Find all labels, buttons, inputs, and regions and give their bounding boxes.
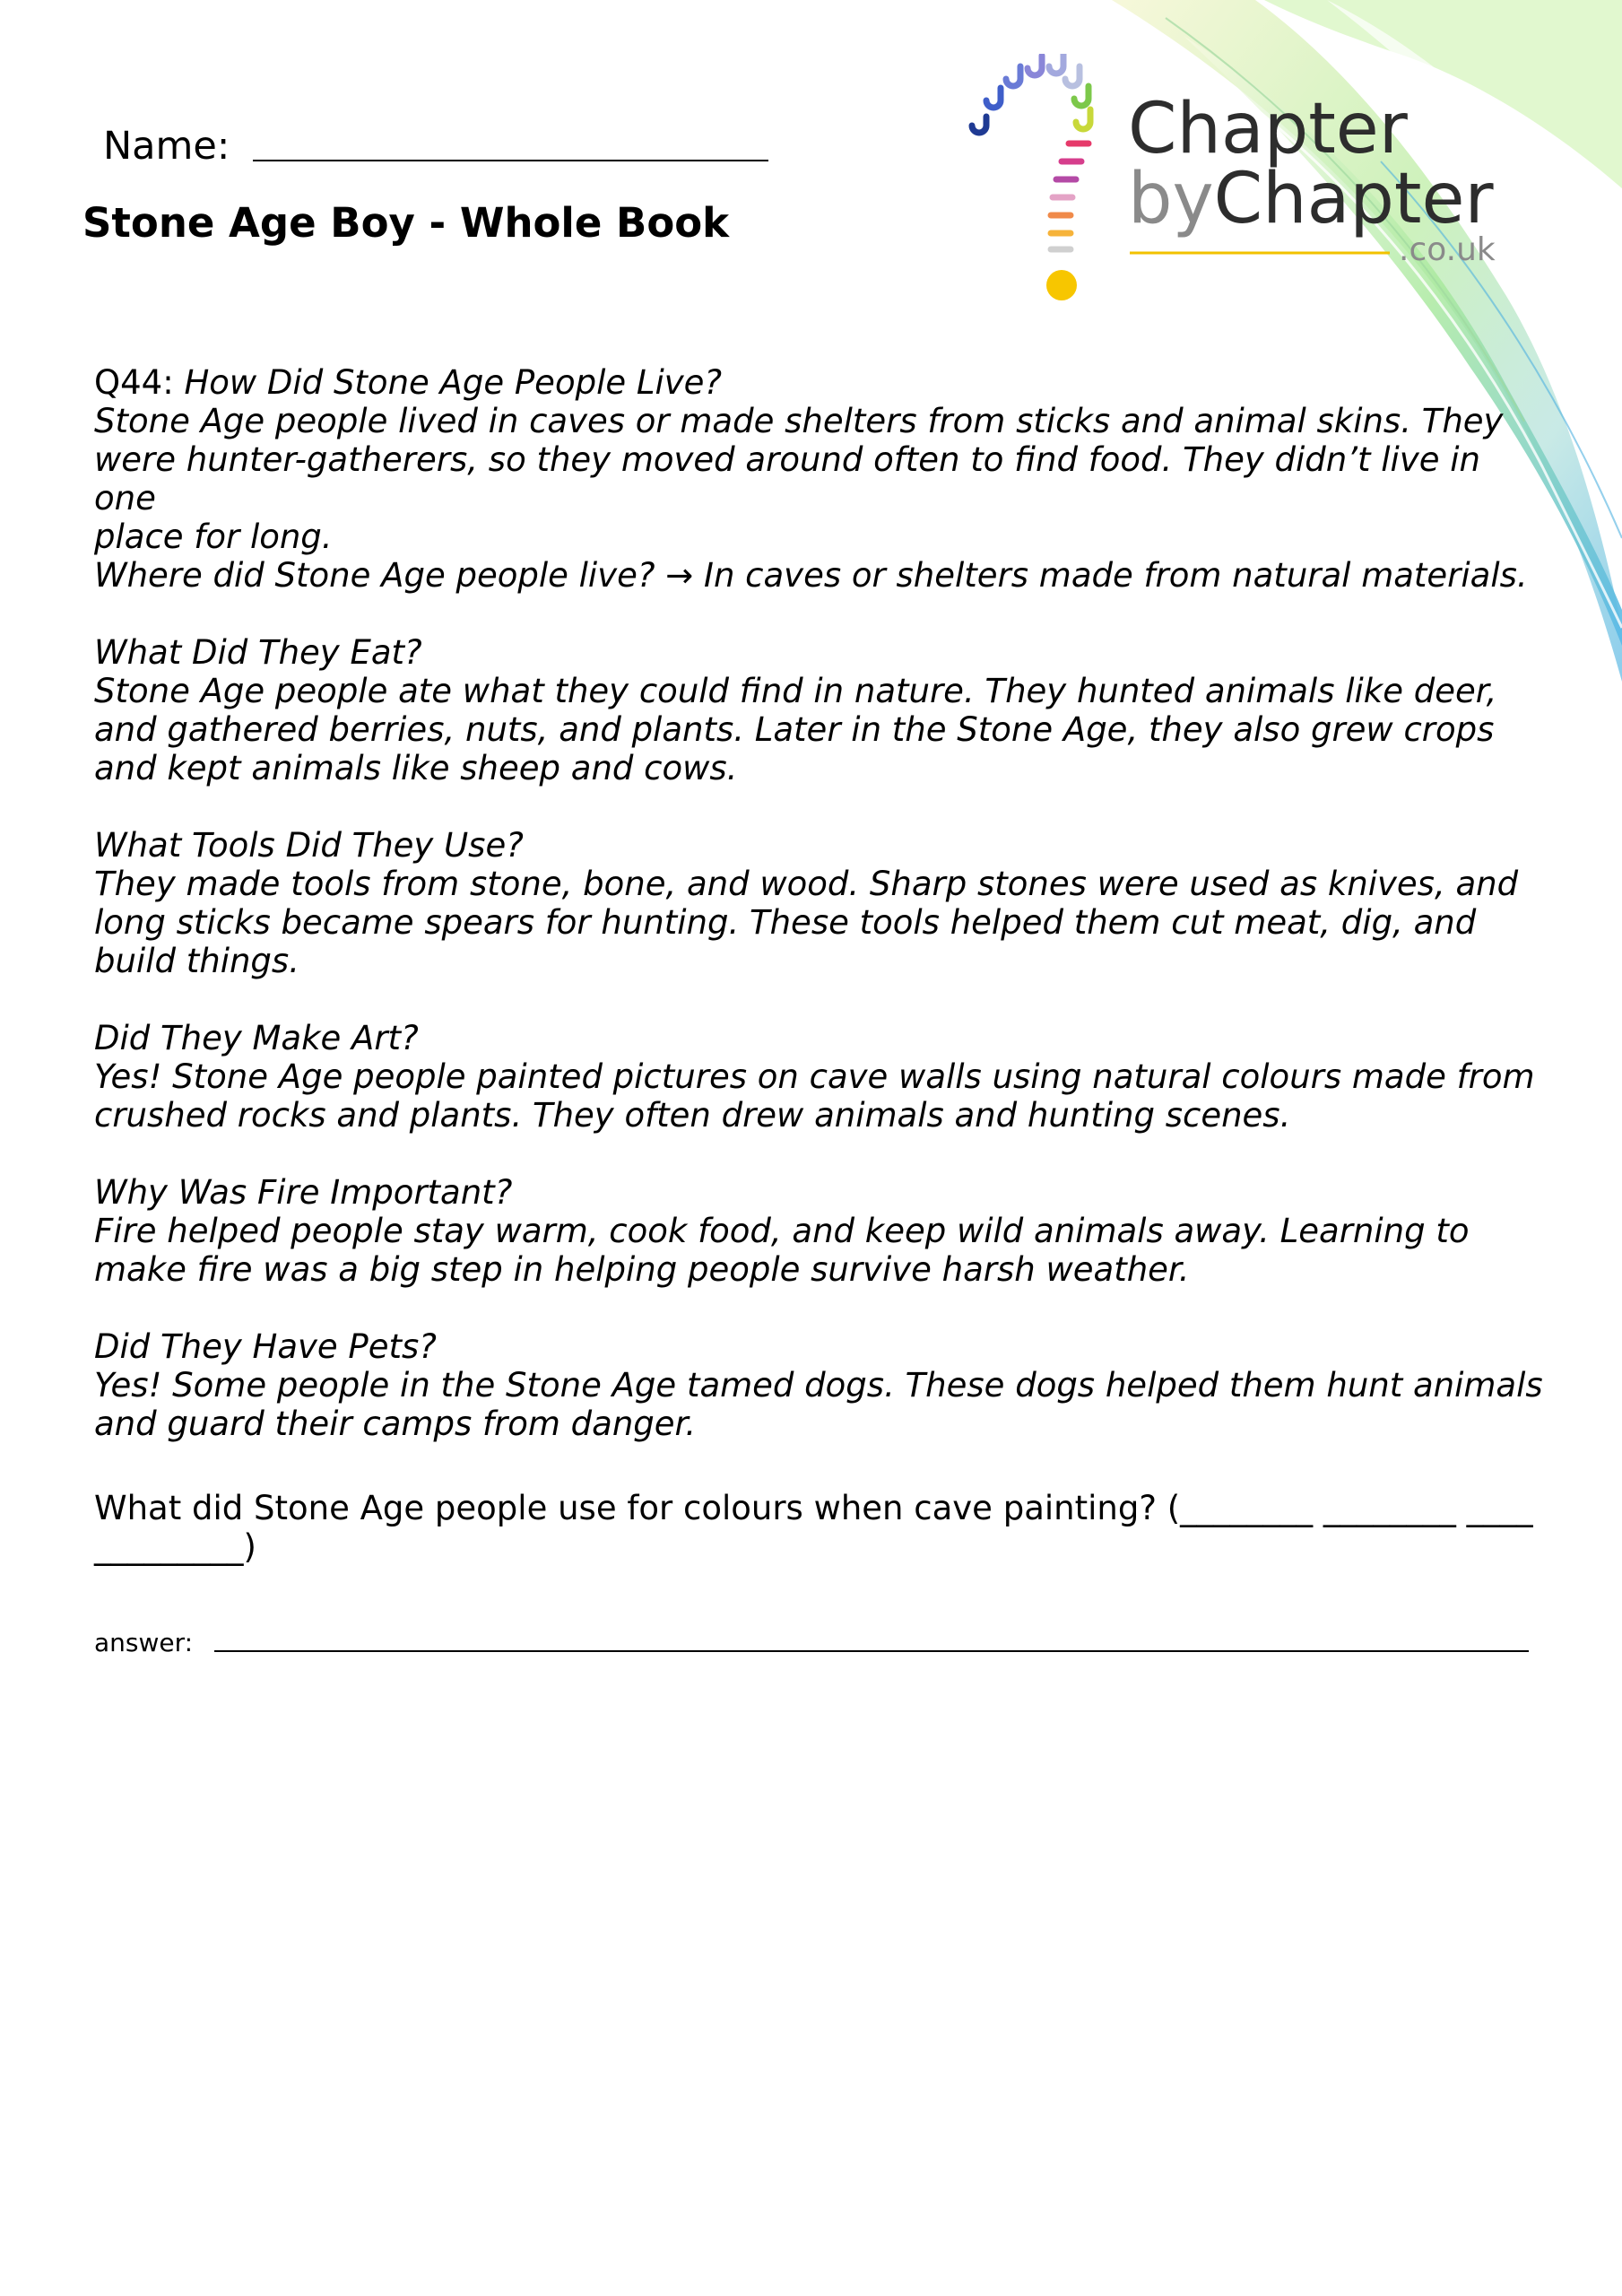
- logo-chapter2-text: Chapter: [1213, 159, 1494, 239]
- section-make-art: [94, 1019, 1547, 1135]
- section-have-pets: [94, 1327, 1547, 1443]
- name-blank[interactable]: [253, 159, 768, 161]
- text-line: Where did Stone Age people live? → In caves or shelters made from natural materials.: [94, 556, 1528, 595]
- section-heading: Did They Have Pets?: [94, 1327, 437, 1366]
- chapter-by-chapter-logo: [968, 54, 1542, 314]
- text-line: Stone Age people ate what they could find in nature. They hunted animals like deer,: [94, 672, 1497, 710]
- text-line: They made tools from stone, bone, and wood. Sharp stones were used as knives, and: [94, 865, 1519, 903]
- worksheet-question: [94, 1489, 1547, 1566]
- text-line: Stone Age people lived in caves or made shelters from sticks and animal skins. They: [94, 402, 1504, 440]
- text-line: long sticks became spears for hunting. These tools helped them cut meat, dig, and: [94, 903, 1477, 942]
- text-line: build things.: [94, 942, 299, 980]
- text-line: Fire helped people stay warm, cook food, and keep wild animals away. Learning to: [94, 1212, 1470, 1250]
- text-line: make fire was a big step in helping people survive harsh weather.: [94, 1250, 1190, 1289]
- logo-domain-text: .co.uk: [1399, 231, 1496, 268]
- logo-dot-icon: [1046, 270, 1077, 300]
- page-title: Stone Age Boy - Whole Book: [82, 199, 730, 247]
- question-line: What did Stone Age people use for colours when cave painting? (________ ________ ____: [94, 1489, 1533, 1527]
- text-line: were hunter-gatherers, so they moved around often to find food. They didn’t live in one: [94, 440, 1480, 517]
- svg-text:byChapter: [1128, 159, 1494, 239]
- question-line: _________): [94, 1527, 256, 1566]
- book-question-mark-icon: [972, 54, 1090, 249]
- section-fire-important: [94, 1173, 1547, 1289]
- section-heading: Q44: How Did Stone Age People Live?: [94, 363, 723, 402]
- text-line: and gathered berries, nuts, and plants. Later in the Stone Age, they also grew crops: [94, 710, 1495, 749]
- logo-by-text: by: [1128, 159, 1214, 239]
- section-how-did-they-live: [94, 363, 1547, 595]
- section-heading: What Did They Eat?: [94, 633, 422, 672]
- section-heading: What Tools Did They Use?: [94, 826, 524, 865]
- section-what-tools: [94, 826, 1547, 980]
- section-heading: Did They Make Art?: [94, 1019, 419, 1057]
- answer-label: answer:: [94, 1628, 194, 1657]
- answer-row: [94, 1628, 1529, 1657]
- reading-passage: [94, 363, 1547, 1482]
- name-label: Name:: [103, 124, 230, 169]
- section-what-did-they-eat: [94, 633, 1547, 787]
- text-line: crushed rocks and plants. They often drew animals and hunting scenes.: [94, 1096, 1291, 1135]
- logo-chapter-text: Chapter: [1128, 89, 1408, 170]
- question-number: Q44:: [94, 363, 185, 402]
- text-line: place for long.: [94, 517, 333, 556]
- text-line: and kept animals like sheep and cows.: [94, 749, 738, 787]
- name-row: [103, 115, 768, 169]
- answer-blank[interactable]: [214, 1649, 1529, 1652]
- text-line: and guard their camps from danger.: [94, 1405, 697, 1443]
- text-line: Yes! Stone Age people painted pictures on cave walls using natural colours made from: [94, 1057, 1535, 1096]
- text-line: Yes! Some people in the Stone Age tamed dogs. These dogs helped them hunt animals: [94, 1366, 1543, 1405]
- section-heading: Why Was Fire Important?: [94, 1173, 513, 1212]
